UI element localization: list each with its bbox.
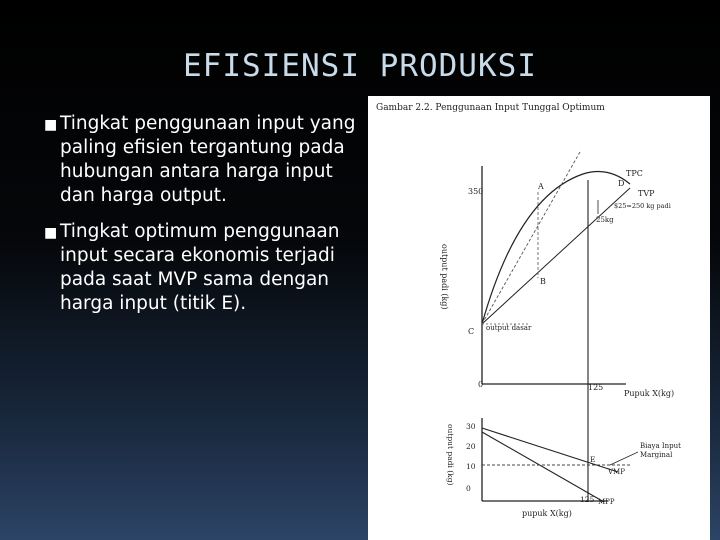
lower-y-axis-label: output padi (kg): [446, 424, 455, 486]
point-d: D: [618, 179, 625, 188]
label-25kg: 25kg: [596, 216, 614, 224]
point-b: B: [540, 277, 546, 286]
curve-mpp-label: MPP: [598, 498, 615, 506]
point-c: C: [468, 327, 475, 336]
point-e: E: [590, 455, 596, 464]
lower-x-tick-125: 125: [580, 495, 595, 504]
slide-title: EFISIENSI PRODUKSI: [183, 48, 537, 84]
mpp-line: [482, 432, 604, 502]
upper-y-axis-label: output padi (kg): [440, 244, 449, 310]
upper-x-tick-125: 125: [588, 383, 604, 392]
bullet-item: [44, 112, 364, 208]
square-bullet-icon: ■: [44, 117, 58, 133]
curve-tvp-label: TVP: [638, 189, 655, 198]
lower-y-tick-30: 30: [466, 422, 476, 431]
lower-y-tick-0: 0: [466, 484, 471, 493]
label-marginal: Marginal: [640, 451, 673, 459]
lower-y-tick-20: 20: [466, 442, 476, 451]
lower-x-label: pupuk X(kg): [522, 509, 572, 518]
upper-x-label: Pupuk X(kg): [624, 389, 675, 398]
production-diagram: [368, 96, 710, 540]
label-biaya-input: Biaya Input: [640, 442, 681, 450]
point-a: A: [538, 182, 544, 191]
bullet-item: [44, 220, 364, 316]
upper-x-zero: 0: [478, 380, 484, 389]
bullet-text: Tingkat penggunaan input yang paling efisien tergantung pada hubungan antara harga input dan harga output.: [60, 113, 356, 206]
square-bullet-icon: ■: [44, 225, 58, 241]
figure-image: [368, 96, 710, 540]
lower-y-tick-10: 10: [466, 462, 476, 471]
figure-caption: Gambar 2.2. Penggunaan Input Tunggal Optimum: [376, 103, 605, 113]
bullet-list: [44, 112, 364, 328]
tvp-line: [482, 188, 630, 324]
output-dasar-label: output dasar: [486, 324, 532, 332]
bullet-text: Tingkat optimum penggunaan input secara ekonomis terjadi pada saat MVP sama dengan harga input (titik E).: [60, 221, 340, 314]
tpc-curve: [482, 172, 630, 324]
curve-vmp-label: VMP: [608, 468, 625, 476]
tangent-line: [482, 152, 580, 324]
label-price: $25=250 kg padi: [614, 202, 671, 210]
marginal-cost-pointer: [610, 452, 638, 465]
curve-tpc-label: TPC: [626, 169, 643, 178]
upper-y-tick-350: 350: [468, 187, 484, 196]
